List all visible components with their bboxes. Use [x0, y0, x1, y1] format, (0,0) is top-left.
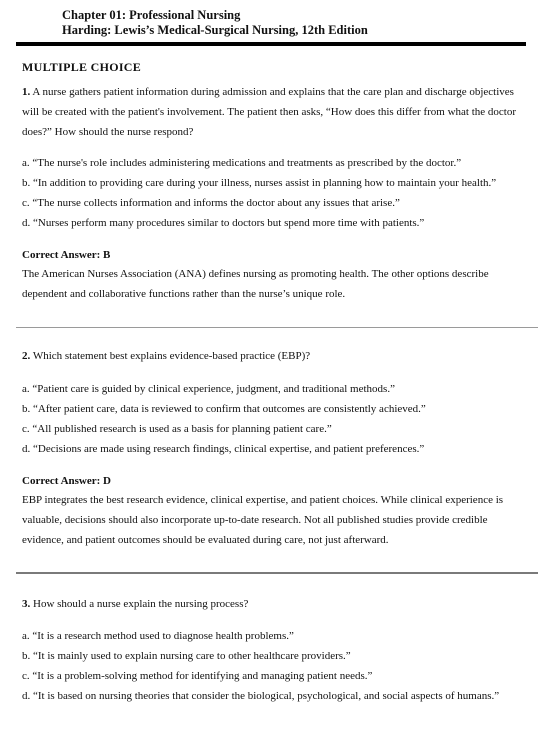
question-2-rationale-line-3: evidence, and patient outcomes should be evaluated during care, not just afterward.	[22, 534, 389, 546]
question-1-stem-line-3: does?” How should the nurse respond?	[22, 126, 194, 138]
question-2-rationale-line-1: EBP integrates the best research evidence, clinical expertise, and patient choices. While clinical experience is	[22, 494, 504, 506]
question-1-stem-line-2: will be created with the patient's involvement. The patient then asks, “How does this differ from what the doctor	[22, 106, 517, 118]
question-1-option-c: c. “The nurse collects information and informs the doctor about any issues that arise.”	[22, 197, 400, 209]
question-2-option-a: a. “Patient care is guided by clinical experience, judgment, and traditional methods.”	[22, 383, 395, 395]
question-3-option-b: b. “It is mainly used to explain nursing care to other healthcare providers.”	[22, 650, 351, 662]
question-divider	[16, 327, 538, 328]
question-2-rationale-line-2: valuable, decisions should also incorporate up-to-date research. Not all published studies provide credible	[22, 514, 488, 526]
question-2-option-d: d. “Decisions are made using research findings, clinical expertise, and patient preferences.”	[22, 443, 425, 455]
question-1-option-b: b. “In addition to providing care during your illness, nurses assist in planning how to maintain your health.”	[22, 177, 497, 189]
question-divider	[16, 572, 538, 574]
chapter-title: Chapter 01: Professional Nursing	[62, 8, 241, 22]
question-1-answer: Correct Answer: B	[22, 249, 111, 261]
section-title: MULTIPLE CHOICE	[22, 60, 142, 74]
question-2-option-b: b. “After patient care, data is reviewed to confirm that outcomes are consistently achieved.”	[22, 403, 426, 415]
header-rule	[16, 42, 526, 46]
question-2-answer: Correct Answer: D	[22, 475, 111, 487]
question-1-rationale-line-2: dependent and collaborative functions rather than the nurse’s unique role.	[22, 288, 346, 300]
question-2-stem: 2. Which statement best explains evidence-based practice (EBP)?	[22, 350, 311, 362]
question-1-option-d: d. “Nurses perform many procedures similar to doctors but spend more time with patients.”	[22, 217, 425, 229]
question-2-number: 2.	[22, 350, 31, 362]
question-3-option-d: d. “It is based on nursing theories that consider the biological, psychological, and social aspects of humans.”	[22, 690, 500, 702]
question-1-option-a: a. “The nurse's role includes administering medications and treatments as prescribed by the doctor.”	[22, 157, 462, 169]
question-3-stem: 3. How should a nurse explain the nursing process?	[22, 598, 249, 610]
question-2-option-c: c. “All published research is used as a basis for planning patient care.”	[22, 423, 332, 435]
question-1-stem-line-1: 1. A nurse gathers patient information during admission and explains that the care plan and discharge objectives	[22, 86, 514, 98]
question-3-number: 3.	[22, 598, 31, 610]
question-1-rationale-line-1: The American Nurses Association (ANA) defines nursing as promoting health. The other options describe	[22, 268, 489, 280]
question-3-option-a: a. “It is a research method used to diagnose health problems.”	[22, 630, 294, 642]
book-title: Harding: Lewis’s Medical-Surgical Nursing, 12th Edition	[62, 23, 368, 37]
question-3-option-c: c. “It is a problem-solving method for identifying and managing patient needs.”	[22, 670, 373, 682]
question-1-number: 1.	[22, 86, 31, 98]
